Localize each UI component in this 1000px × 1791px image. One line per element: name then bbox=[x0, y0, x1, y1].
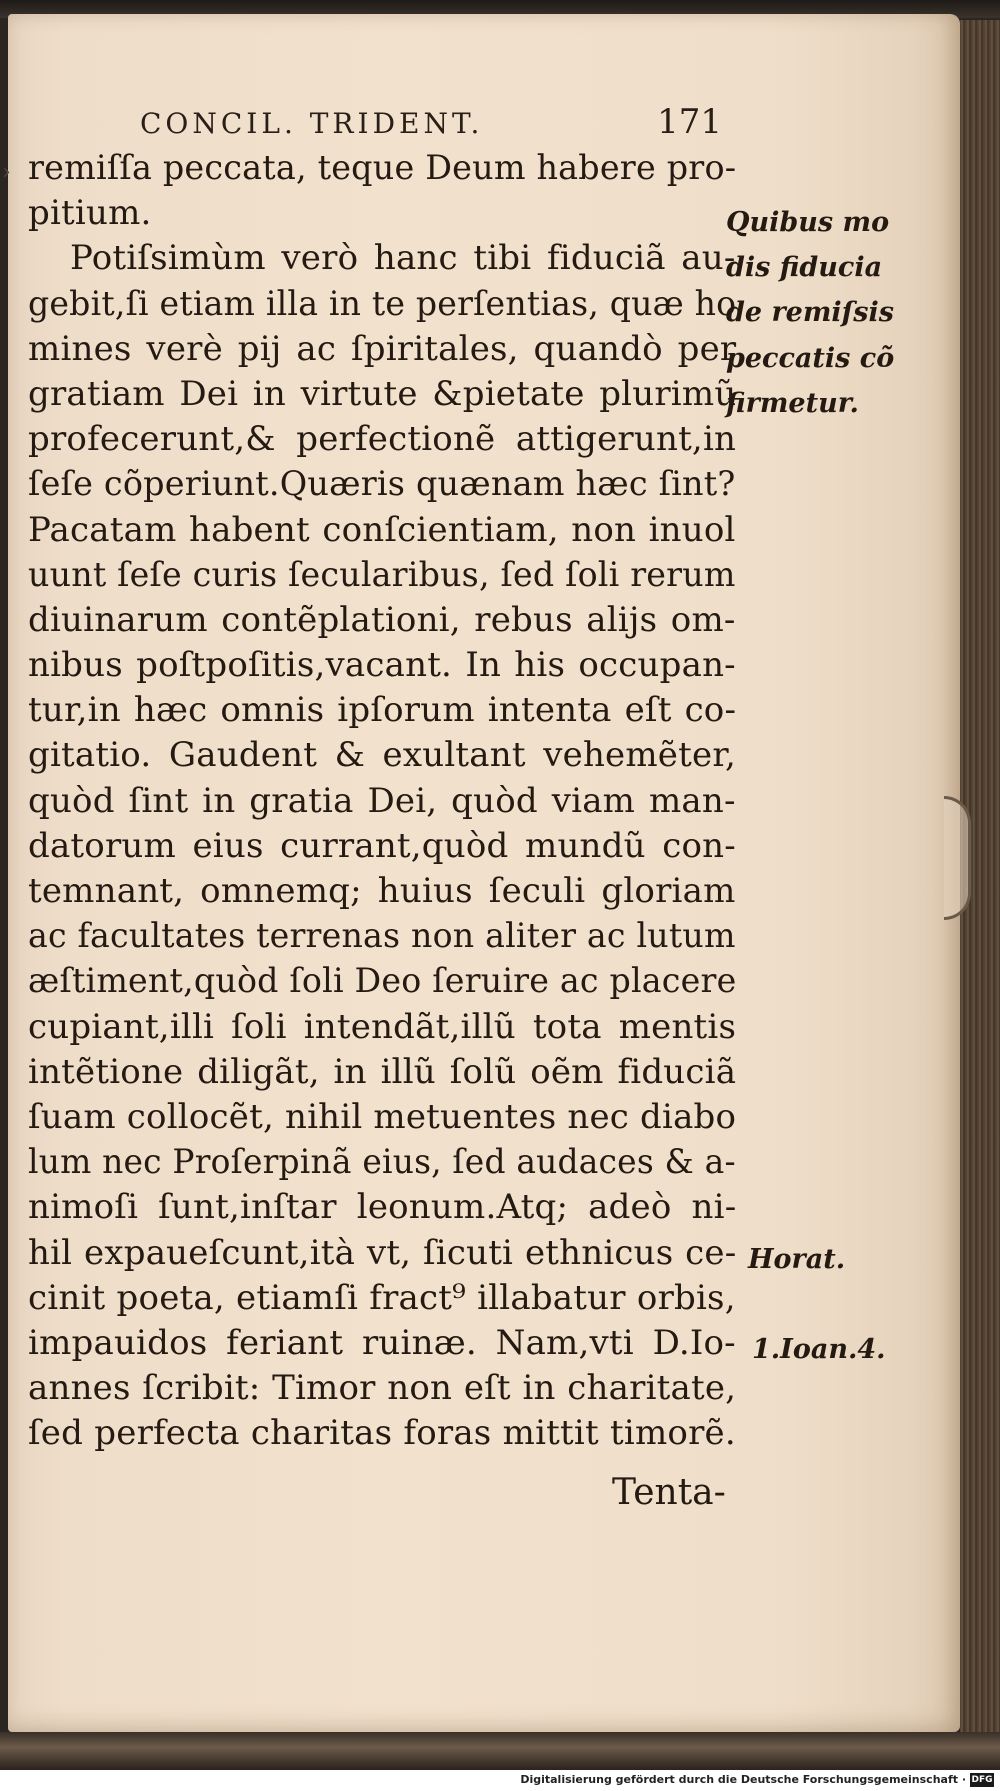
text-line: annes ſcribit: Timor non eſt in charitate, bbox=[28, 1368, 737, 1409]
text-line: gitatio. Gaudent & exultant vehemẽter, bbox=[28, 735, 737, 776]
text-line: impauidos feriant ruinæ. Nam,vti D.Io- bbox=[28, 1322, 736, 1363]
text-line: pitium. bbox=[28, 193, 152, 234]
text-line: mines verè pij ac ſpiritales, quandò per bbox=[28, 328, 737, 369]
marginal-reference-horat: Horat. bbox=[748, 1244, 846, 1275]
text-line: diuinarum contẽplationi, rebus alijs om- bbox=[28, 599, 736, 640]
dfg-logo: DFG bbox=[971, 1775, 993, 1785]
text-line: uunt ſeſe curis ſecularibus, ſed ſoli rerum bbox=[28, 554, 736, 595]
text-line: datorum eius currant,quòd mundũ con- bbox=[28, 825, 736, 866]
page-clasp-mark bbox=[944, 796, 971, 920]
text-line: ſeſe cõperiunt.Quæris quænam hæc ſint? bbox=[28, 464, 736, 505]
text-line: quòd ſint in gratia Dei, quòd viam man- bbox=[28, 780, 736, 821]
text-line: gratiam Dei in virtute &pietate plurimũ bbox=[28, 373, 737, 414]
body-text bbox=[28, 146, 736, 1456]
marginal-reference-ioan: 1.Ioan.4. bbox=[752, 1334, 886, 1365]
text-line: intẽtione diligãt, in illũ ſolũ oẽm fiduciã bbox=[28, 1051, 737, 1092]
text-line: nimoſi ſunt,inſtar leonum.Atq; adeò ni- bbox=[28, 1187, 737, 1228]
text-line: ſed perfecta charitas foras mittit timorẽ. bbox=[28, 1413, 736, 1454]
scan-bottom-edge bbox=[0, 1732, 1000, 1770]
marginal-note-line: Quibus mo bbox=[726, 207, 890, 238]
marginal-note-line: firmetur. bbox=[726, 387, 859, 419]
text-line: temnant, omnemq; huius ſeculi gloriam bbox=[28, 871, 736, 911]
text-line: cinit poeta, etiamſi fract⁹ illabatur orbis, bbox=[28, 1277, 736, 1318]
text-line: æſtiment,quòd ſoli Deo ſeruire ac placere bbox=[28, 961, 737, 1002]
text-line: nibus poſtpoſitis,vacant. In his occupan- bbox=[28, 645, 736, 686]
catchword: Tenta- bbox=[612, 1472, 726, 1513]
marginal-note-line: de remiſsis bbox=[726, 297, 894, 329]
marginal-note-line: dis fiducia bbox=[726, 252, 883, 284]
text-line: tur,in hæc omnis ipſorum intenta eſt co- bbox=[28, 690, 737, 731]
text-line: ſuam collocẽt, nihil metuentes nec diabo bbox=[28, 1096, 737, 1137]
text-line: lum nec Proſerpinã eius, ſed audaces & a- bbox=[28, 1142, 736, 1183]
text-line: Potiſsimùm verò hanc tibi fiduciã au- bbox=[70, 238, 736, 279]
marginal-note bbox=[726, 200, 894, 426]
marginal-note-line: peccatis cõ bbox=[726, 342, 895, 374]
text-line: Pacatam habent conſcientiam, non inuol bbox=[28, 509, 736, 550]
folio-number: 171 bbox=[657, 102, 722, 142]
running-head-title: CONCIL. TRIDENT. bbox=[140, 107, 484, 140]
text-line: ac facultates terrenas non aliter ac lutum bbox=[28, 916, 736, 957]
text-line: cupiant,illi ſoli intendãt,illũ tota mentis bbox=[28, 1006, 737, 1047]
running-head bbox=[140, 102, 722, 142]
text-line: remiſſa peccata, teque Deum habere pro- bbox=[28, 148, 737, 188]
gutter-mark: › bbox=[2, 160, 11, 185]
text-line: profecerunt,& perfectionẽ attigerunt,in bbox=[28, 419, 737, 460]
digitization-credit: Digitalisierung gefördert durch die Deutsche Forschungsgemeinschaft · bbox=[520, 1773, 966, 1786]
text-line: hil expaueſcunt,ità vt, ſicuti ethnicus ce- bbox=[28, 1232, 737, 1273]
text-line: gebit,ſi etiam illa in te perſentias, quæ ho bbox=[28, 283, 737, 324]
